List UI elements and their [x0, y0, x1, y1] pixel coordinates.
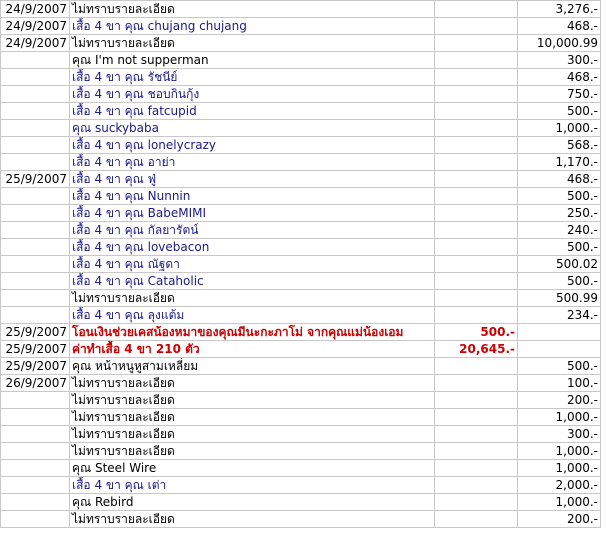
ledger-row: [1, 290, 601, 307]
row-expense: [435, 35, 518, 52]
ledger-row: [1, 494, 601, 511]
row-date: [1, 239, 70, 256]
row-expense: [435, 392, 518, 409]
row-expense: [435, 273, 518, 290]
row-expense: [435, 375, 518, 392]
row-expense: [435, 86, 518, 103]
row-amount: 200.-: [518, 511, 601, 528]
row-amount: 234.-: [518, 307, 601, 324]
row-expense: [435, 426, 518, 443]
row-amount: 500.99: [518, 290, 601, 307]
row-description: เสื้อ 4 ขา คุณ lonelycrazy: [70, 137, 435, 154]
row-amount: 1,000.-: [518, 443, 601, 460]
row-description: ไม่ทราบรายละเอียด: [70, 511, 435, 528]
row-date: 25/9/2007: [1, 358, 70, 375]
row-amount: 568.-: [518, 137, 601, 154]
row-expense: [435, 69, 518, 86]
row-amount: 468.-: [518, 18, 601, 35]
row-expense: [435, 205, 518, 222]
row-expense: [435, 477, 518, 494]
row-description: โอนเงินช่วยเคสน้องหมาของคุณมีนะกะภาโม่ จากคุณแม่น้องเอม: [70, 324, 435, 341]
row-expense: 20,645.-: [435, 341, 518, 358]
row-description: ไม่ทราบรายละเอียด: [70, 392, 435, 409]
ledger-row: [1, 205, 601, 222]
row-date: [1, 154, 70, 171]
ledger-row: [1, 511, 601, 528]
row-description: เสื้อ 4 ขา คุณ กัลยารัตน์: [70, 222, 435, 239]
row-amount: 240.-: [518, 222, 601, 239]
ledger-row: [1, 273, 601, 290]
row-amount: 200.-: [518, 392, 601, 409]
row-expense: [435, 222, 518, 239]
row-date: [1, 205, 70, 222]
row-description: ไม่ทราบรายละเอียด: [70, 290, 435, 307]
row-expense: [435, 511, 518, 528]
ledger-body: [1, 1, 601, 528]
row-amount: 500.02: [518, 256, 601, 273]
row-expense: [435, 443, 518, 460]
row-description: ค่าทำเสื้อ 4 ขา 210 ตัว: [70, 341, 435, 358]
row-expense: [435, 103, 518, 120]
row-description: เสื้อ 4 ขา คุณ Nunnin: [70, 188, 435, 205]
ledger-row: [1, 358, 601, 375]
row-description: เสื้อ 4 ขา คุณ ชอบกินกุ้ง: [70, 86, 435, 103]
row-amount: 468.-: [518, 69, 601, 86]
row-description: ไม่ทราบรายละเอียด: [70, 443, 435, 460]
row-description: เสื้อ 4 ขา คุณ lovebacon: [70, 239, 435, 256]
row-amount: 500.-: [518, 188, 601, 205]
row-amount: 100.-: [518, 375, 601, 392]
ledger-row: [1, 171, 601, 188]
row-expense: [435, 358, 518, 375]
row-date: [1, 511, 70, 528]
row-expense: [435, 171, 518, 188]
row-expense: [435, 460, 518, 477]
row-expense: [435, 290, 518, 307]
row-description: เสื้อ 4 ขา คุณ เต่า: [70, 477, 435, 494]
row-date: [1, 409, 70, 426]
row-description: เสื้อ 4 ขา คุณ อาย่า: [70, 154, 435, 171]
ledger-row: [1, 443, 601, 460]
ledger-row: [1, 69, 601, 86]
row-date: [1, 443, 70, 460]
ledger-row: [1, 1, 601, 18]
ledger-row: [1, 341, 601, 358]
row-description: เสื้อ 4 ขา คุณ chujang chujang: [70, 18, 435, 35]
ledger-row: [1, 188, 601, 205]
row-expense: [435, 409, 518, 426]
row-amount: 500.-: [518, 273, 601, 290]
row-description: ไม่ทราบรายละเอียด: [70, 35, 435, 52]
ledger-row: [1, 86, 601, 103]
ledger-row: [1, 52, 601, 69]
row-description: เสื้อ 4 ขา คุณ fatcupid: [70, 103, 435, 120]
row-description: เสื้อ 4 ขา คุณ ลุงแต้ม: [70, 307, 435, 324]
row-description: ไม่ทราบรายละเอียด: [70, 426, 435, 443]
row-description: คุณ I'm not supperman: [70, 52, 435, 69]
row-amount: 1,000.-: [518, 409, 601, 426]
row-amount: 468.-: [518, 171, 601, 188]
row-expense: [435, 256, 518, 273]
row-expense: [435, 52, 518, 69]
row-expense: [435, 188, 518, 205]
ledger-row: [1, 460, 601, 477]
row-amount: 10,000.99: [518, 35, 601, 52]
row-date: [1, 256, 70, 273]
ledger-row: [1, 477, 601, 494]
ledger-row: [1, 307, 601, 324]
row-amount: 250.-: [518, 205, 601, 222]
row-amount: 500.-: [518, 358, 601, 375]
row-date: 26/9/2007: [1, 375, 70, 392]
row-date: [1, 52, 70, 69]
ledger-row: [1, 409, 601, 426]
ledger-row: [1, 18, 601, 35]
row-date: [1, 69, 70, 86]
row-date: [1, 188, 70, 205]
ledger-row: [1, 137, 601, 154]
row-amount: 500.-: [518, 103, 601, 120]
row-date: 24/9/2007: [1, 1, 70, 18]
ledger-row: [1, 239, 601, 256]
row-date: [1, 103, 70, 120]
row-date: [1, 460, 70, 477]
row-date: [1, 273, 70, 290]
row-amount: [518, 341, 601, 358]
row-description: เสื้อ 4 ขา คุณ ณัฐดา: [70, 256, 435, 273]
row-date: [1, 477, 70, 494]
row-description: ไม่ทราบรายละเอียด: [70, 1, 435, 18]
row-amount: 1,170.-: [518, 154, 601, 171]
ledger-row: [1, 324, 601, 341]
row-expense: [435, 120, 518, 137]
ledger-row: [1, 120, 601, 137]
row-date: 25/9/2007: [1, 324, 70, 341]
row-description: เสื้อ 4 ขา คุณ ฟู่: [70, 171, 435, 188]
row-amount: 300.-: [518, 426, 601, 443]
row-amount: 1,000.-: [518, 120, 601, 137]
row-expense: [435, 1, 518, 18]
ledger-row: [1, 256, 601, 273]
row-amount: 750.-: [518, 86, 601, 103]
row-description: เสื้อ 4 ขา คุณ Cataholic: [70, 273, 435, 290]
row-expense: [435, 307, 518, 324]
row-date: 25/9/2007: [1, 171, 70, 188]
ledger-row: [1, 154, 601, 171]
row-description: คุณ suckybaba: [70, 120, 435, 137]
row-date: [1, 426, 70, 443]
row-date: [1, 392, 70, 409]
row-amount: 1,000.-: [518, 460, 601, 477]
row-date: 24/9/2007: [1, 35, 70, 52]
row-date: [1, 307, 70, 324]
row-date: [1, 290, 70, 307]
row-amount: [518, 324, 601, 341]
row-description: คุณ หน้าหนูหูสามเหลี่ยม: [70, 358, 435, 375]
row-description: เสื้อ 4 ขา คุณ รัชนีย์: [70, 69, 435, 86]
row-description: ไม่ทราบรายละเอียด: [70, 375, 435, 392]
row-expense: [435, 494, 518, 511]
ledger-row: [1, 375, 601, 392]
row-date: 24/9/2007: [1, 18, 70, 35]
row-expense: 500.-: [435, 324, 518, 341]
ledger-row: [1, 426, 601, 443]
row-expense: [435, 18, 518, 35]
row-description: ไม่ทราบรายละเอียด: [70, 409, 435, 426]
row-description: เสื้อ 4 ขา คุณ BabeMIMI: [70, 205, 435, 222]
row-amount: 300.-: [518, 52, 601, 69]
row-date: [1, 494, 70, 511]
row-expense: [435, 154, 518, 171]
row-date: [1, 137, 70, 154]
row-amount: 1,000.-: [518, 494, 601, 511]
row-expense: [435, 137, 518, 154]
row-date: [1, 120, 70, 137]
ledger-row: [1, 35, 601, 52]
ledger-row: [1, 392, 601, 409]
row-amount: 500.-: [518, 239, 601, 256]
row-amount: 3,276.-: [518, 1, 601, 18]
ledger-row: [1, 222, 601, 239]
row-amount: 2,000.-: [518, 477, 601, 494]
row-description: คุณ Rebird: [70, 494, 435, 511]
row-date: 25/9/2007: [1, 341, 70, 358]
ledger-row: [1, 103, 601, 120]
row-expense: [435, 239, 518, 256]
row-date: [1, 86, 70, 103]
row-date: [1, 222, 70, 239]
row-description: คุณ Steel Wire: [70, 460, 435, 477]
